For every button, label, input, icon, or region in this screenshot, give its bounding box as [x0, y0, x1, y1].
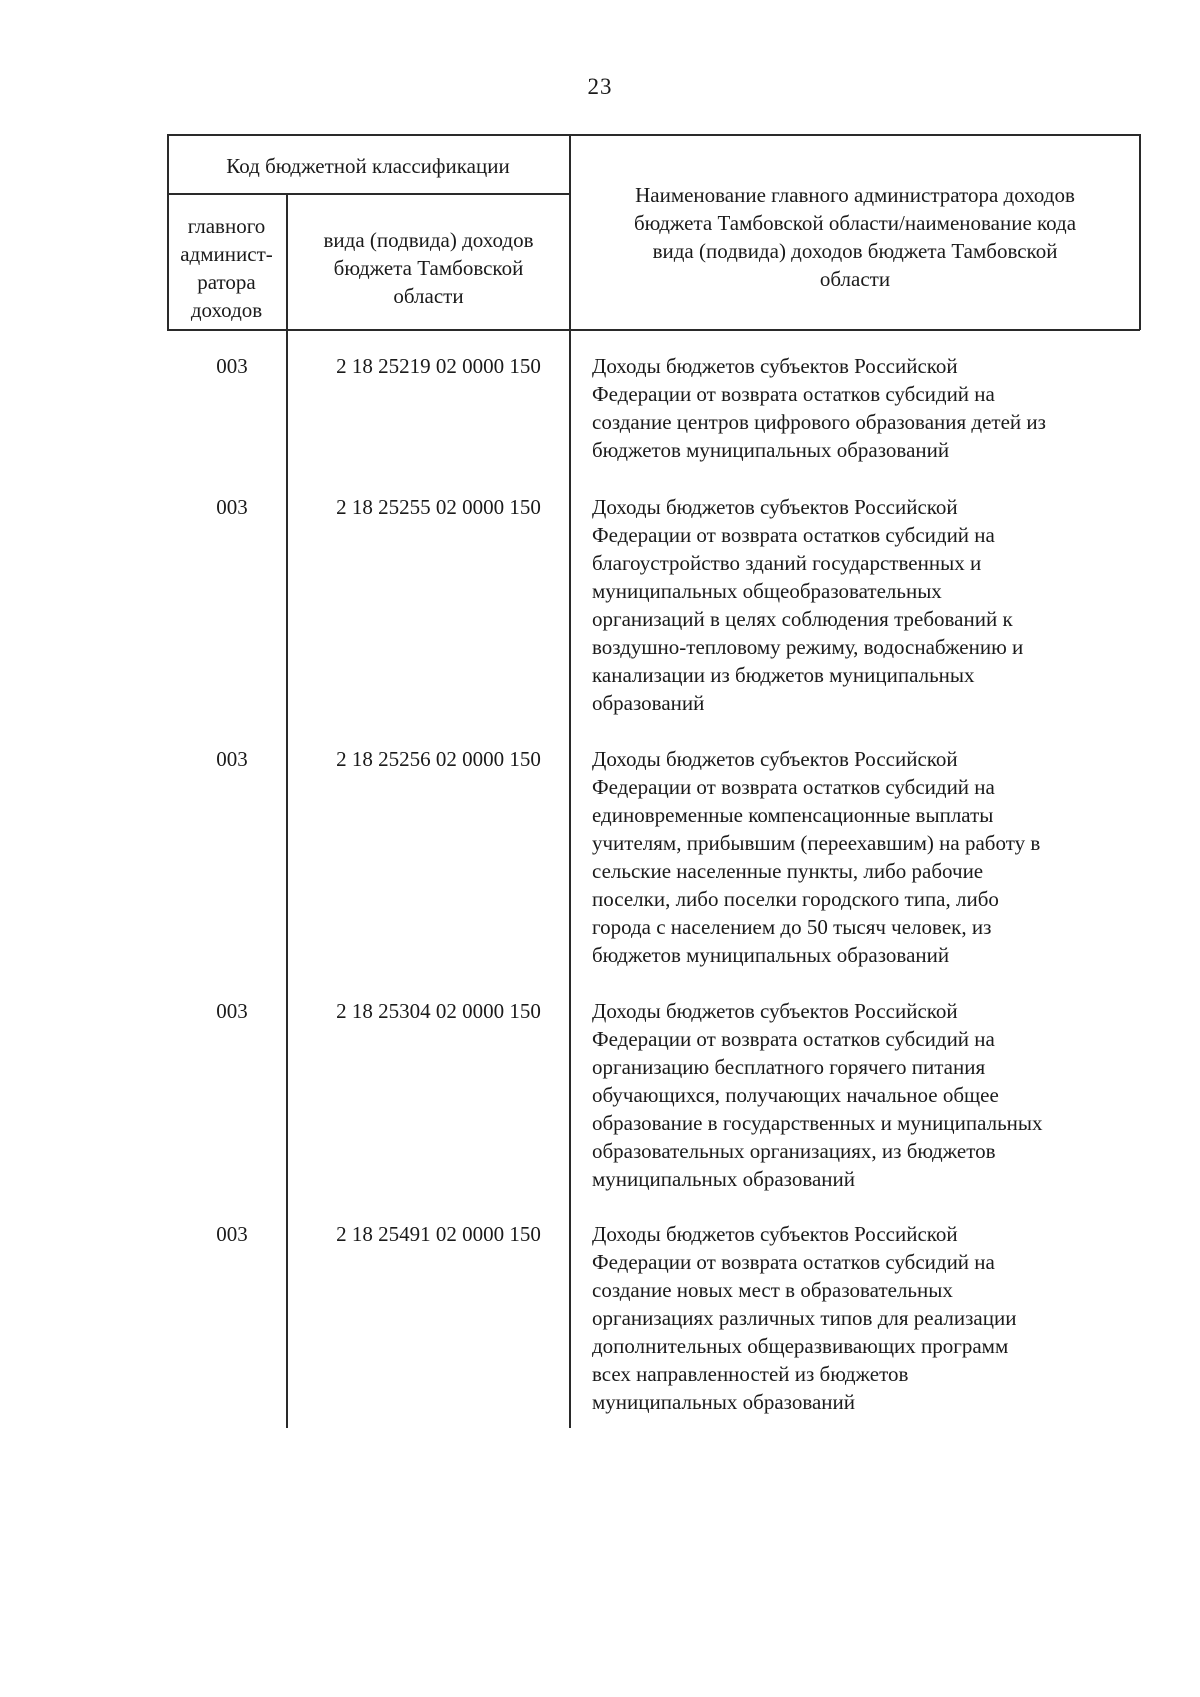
income-code-cell: 2 18 25219 02 0000 150 — [336, 354, 541, 378]
name-line: Доходы бюджетов субъектов Российской — [592, 999, 958, 1023]
admin-code-cell: 003 — [216, 999, 248, 1023]
name-line: образование в государственных и муниципальных — [592, 1111, 1043, 1135]
header-name-line: Наименование главного администратора доходов — [635, 183, 1075, 207]
name-line: всех направленностей из бюджетов — [592, 1362, 909, 1386]
name-line: Федерации от возврата остатков субсидий на — [592, 775, 995, 799]
name-line: Федерации от возврата остатков субсидий на — [592, 1027, 995, 1051]
name-line: муниципальных общеобразовательных — [592, 579, 942, 603]
income-name-cell — [592, 1220, 1132, 1416]
header-name-line: области — [819, 267, 891, 291]
name-line: Федерации от возврата остатков субсидий на — [592, 523, 995, 547]
name-line: Доходы бюджетов субъектов Российской — [592, 1222, 958, 1246]
income-code-cell: 2 18 25491 02 0000 150 — [336, 1222, 541, 1246]
income-name-cell — [592, 493, 1132, 717]
income-name-cell — [592, 352, 1132, 464]
name-line: канализации из бюджетов муниципальных — [592, 663, 975, 687]
header-top-border — [167, 134, 1140, 136]
name-line: Доходы бюджетов субъектов Российской — [592, 495, 958, 519]
admin-code-cell: 003 — [216, 495, 248, 519]
table-header — [167, 134, 1140, 330]
name-line: Доходы бюджетов субъектов Российской — [592, 354, 958, 378]
header-name-column — [571, 181, 1139, 293]
income-code-cell: 2 18 25304 02 0000 150 — [336, 999, 541, 1023]
header-admin-line: ратора — [197, 270, 256, 294]
income-name-cell — [592, 997, 1132, 1193]
header-admin-line: админист- — [180, 242, 273, 266]
name-line: организацию бесплатного горячего питания — [592, 1055, 986, 1079]
header-admin-line: доходов — [190, 298, 263, 322]
name-line: образований — [592, 691, 705, 715]
page-number: 23 — [587, 74, 613, 99]
header-name-line: бюджета Тамбовской области/наименование кода — [633, 211, 1077, 235]
name-line: организаций в целях соблюдения требований к — [592, 607, 1013, 631]
name-line: муниципальных образований — [592, 1167, 855, 1191]
admin-code-cell: 003 — [216, 1222, 248, 1246]
header-bottom-border — [167, 329, 1140, 331]
name-line: обучающихся, получающих начальное общее — [592, 1083, 999, 1107]
name-line: дополнительных общеразвивающих программ — [592, 1334, 1009, 1358]
header-code-line: вида (подвида) доходов — [323, 228, 534, 252]
name-line: Федерации от возврата остатков субсидий на — [592, 382, 995, 406]
admin-code-cell: 003 — [216, 354, 248, 378]
income-code-cell: 2 18 25255 02 0000 150 — [336, 495, 541, 519]
name-line: муниципальных образований — [592, 1390, 855, 1414]
name-line: Доходы бюджетов субъектов Российской — [592, 747, 958, 771]
name-line: организациях различных типов для реализации — [592, 1306, 1017, 1330]
name-line: города с населением до 50 тысяч человек, из — [592, 915, 992, 939]
header-group-line — [167, 193, 570, 195]
name-line: единовременные компенсационные выплаты — [592, 803, 994, 827]
header-group-title: Код бюджетной классификации — [226, 154, 510, 178]
header-code-line: области — [393, 284, 464, 308]
name-line: Федерации от возврата остатков субсидий на — [592, 1250, 995, 1274]
name-line: сельские населенные пункты, либо рабочие — [592, 859, 984, 883]
header-admin-column — [167, 212, 286, 324]
name-line: учителям, прибывшим (переехавшим) на работу в — [592, 831, 1041, 855]
name-line: благоустройство зданий государственных и — [592, 551, 982, 575]
header-code-line: бюджета Тамбовской — [333, 256, 524, 280]
header-name-line: вида (подвида) доходов бюджета Тамбовской — [652, 239, 1058, 263]
name-line: поселки, либо поселки городского типа, либо — [592, 887, 999, 911]
income-name-cell — [592, 745, 1132, 969]
admin-code-cell: 003 — [216, 747, 248, 771]
name-line: образовательных организациях, из бюджетов — [592, 1139, 996, 1163]
header-right-border — [1139, 134, 1141, 330]
header-code-column — [288, 226, 569, 310]
name-line: воздушно-тепловому режиму, водоснабжению и — [592, 635, 1024, 659]
name-line: создание новых мест в образовательных — [592, 1278, 953, 1302]
income-code-cell: 2 18 25256 02 0000 150 — [336, 747, 541, 771]
header-admin-line: главного — [187, 214, 266, 238]
name-line: создание центров цифрового образования детей из — [592, 410, 1046, 434]
name-line: бюджетов муниципальных образований — [592, 943, 950, 967]
name-line: бюджетов муниципальных образований — [592, 438, 950, 462]
